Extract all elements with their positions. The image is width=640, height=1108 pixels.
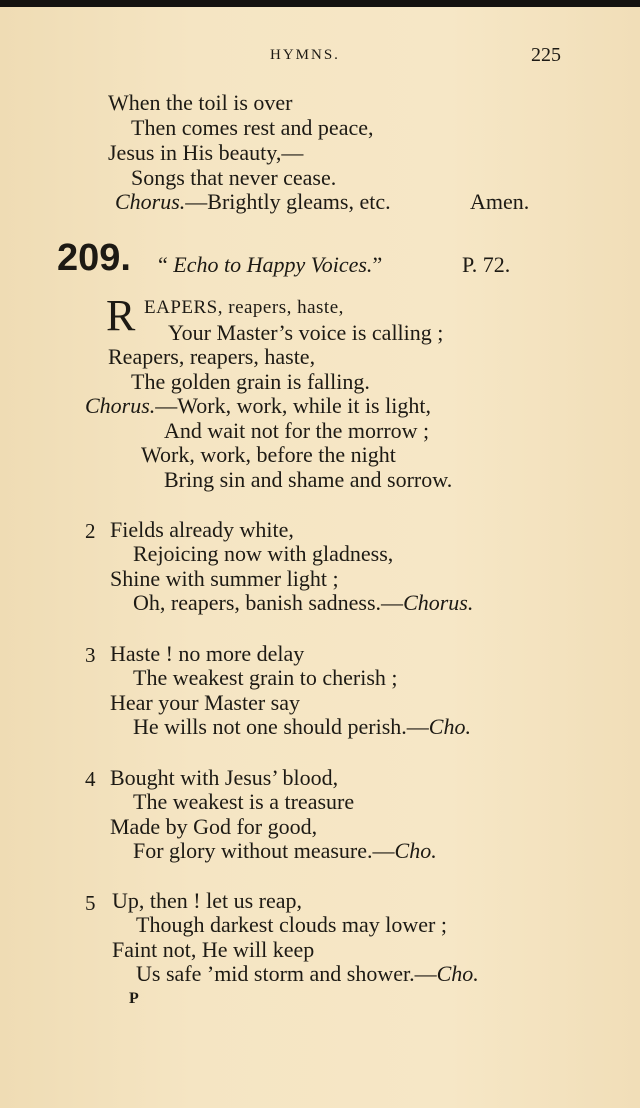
verse-number: 2 bbox=[85, 519, 96, 543]
verse4-line-3: Made by God for good, bbox=[110, 814, 318, 839]
prev-line-3: Jesus in His beauty,— bbox=[108, 140, 304, 165]
signature-mark: P bbox=[129, 990, 139, 1007]
tune-title: Echo to Happy Voices. bbox=[173, 252, 373, 277]
verse1-line-2: Your Master’s voice is calling ; bbox=[168, 320, 444, 345]
chorus-reference: Cho. bbox=[394, 838, 437, 863]
page-edge bbox=[0, 0, 640, 7]
page-reference: P. 72. bbox=[462, 252, 511, 277]
chorus-reference: Cho. bbox=[436, 961, 479, 986]
prev-chorus-line bbox=[115, 190, 391, 214]
chorus-line-3: Work, work, before the night bbox=[141, 442, 396, 467]
prev-line-1: When the toil is over bbox=[108, 90, 293, 115]
verse1-line-4: The golden grain is falling. bbox=[131, 369, 370, 394]
verse2-line-3: Shine with summer light ; bbox=[110, 566, 339, 591]
tune-close-quote: ” bbox=[372, 252, 383, 277]
prev-chorus-label: Chorus. bbox=[115, 189, 186, 214]
verse3-line-3: Hear your Master say bbox=[110, 690, 300, 715]
prev-line-2: Then comes rest and peace, bbox=[131, 115, 374, 140]
verse-number: 4 bbox=[85, 767, 96, 791]
verse5-line-1: Up, then ! let us reap, bbox=[112, 888, 302, 913]
amen: Amen. bbox=[470, 189, 530, 214]
verse3-line-4 bbox=[133, 715, 471, 739]
drop-cap: R bbox=[106, 291, 136, 340]
verse4-line-4-text: For glory without measure.— bbox=[133, 838, 395, 863]
verse3-line-2: The weakest grain to cherish ; bbox=[133, 665, 398, 690]
page-number: 225 bbox=[531, 44, 561, 66]
verse5-line-3: Faint not, He will keep bbox=[112, 937, 315, 962]
verse-number: 5 bbox=[85, 891, 96, 915]
chorus-reference: Cho. bbox=[428, 714, 471, 739]
verse5-line-4-text: Us safe ’mid storm and shower.— bbox=[136, 961, 437, 986]
hymn-number: 209. bbox=[57, 237, 131, 279]
chorus-first-line: —Work, work, while it is light, bbox=[155, 393, 431, 418]
chorus-label: Chorus. bbox=[85, 393, 156, 418]
prev-line-4: Songs that never cease. bbox=[131, 165, 337, 190]
verse2-line-4 bbox=[133, 591, 473, 615]
verse5-line-4 bbox=[136, 962, 479, 986]
tune-open-quote: “ bbox=[158, 252, 168, 277]
chorus-line-4: Bring sin and shame and sorrow. bbox=[164, 467, 453, 492]
verse3-line-4-text: He wills not one should perish.— bbox=[133, 714, 429, 739]
chorus-line-2: And wait not for the morrow ; bbox=[164, 418, 430, 443]
verse2-line-2: Rejoicing now with gladness, bbox=[133, 541, 394, 566]
verse1-line-1: EAPERS, reapers, haste, bbox=[144, 297, 344, 318]
chorus-reference: Chorus. bbox=[403, 590, 474, 615]
verse3-line-1: Haste ! no more delay bbox=[110, 641, 305, 666]
verse4-line-4 bbox=[133, 839, 437, 863]
verse2-line-1: Fields already white, bbox=[110, 517, 294, 542]
verse5-line-2: Though darkest clouds may lower ; bbox=[136, 912, 447, 937]
verse2-line-4-text: Oh, reapers, banish sadness.— bbox=[133, 590, 404, 615]
verse1-line-3: Reapers, reapers, haste, bbox=[108, 344, 316, 369]
running-title: HYMNS. bbox=[270, 47, 340, 63]
verse-number: 3 bbox=[85, 643, 96, 667]
chorus-line-1 bbox=[85, 394, 431, 418]
prev-chorus-text: —Brightly gleams, etc. bbox=[185, 189, 391, 214]
tune-name bbox=[158, 253, 382, 277]
verse4-line-1: Bought with Jesus’ blood, bbox=[110, 765, 339, 790]
verse4-line-2: The weakest is a treasure bbox=[133, 789, 355, 814]
